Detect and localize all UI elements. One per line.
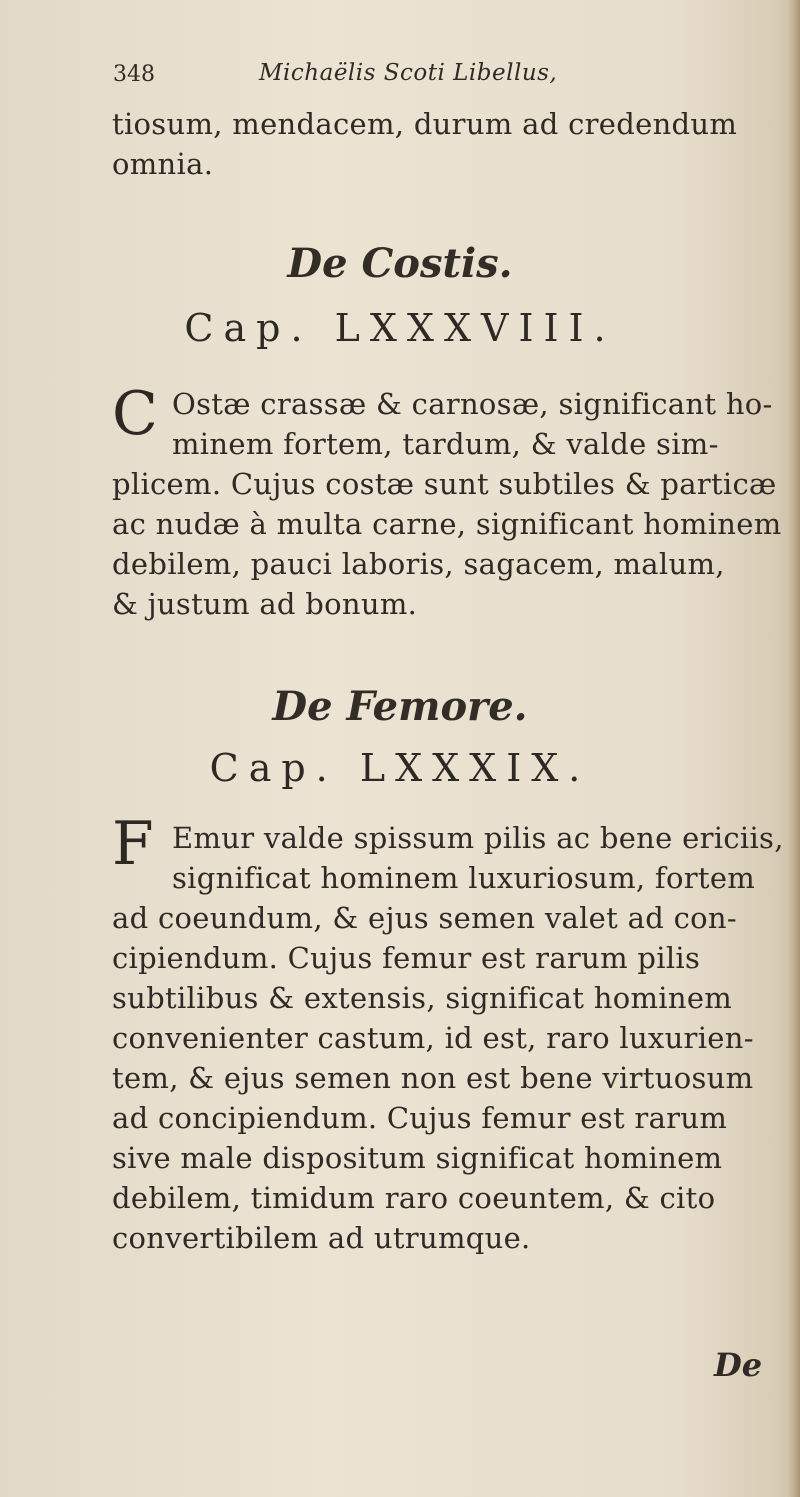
chapter-number: Cap. LXXXIX. xyxy=(209,746,591,790)
text-line: subtilibus & extensis, significat hominem xyxy=(112,981,733,1015)
text-line: tem, & ejus semen non est bene virtuosum xyxy=(112,1061,754,1095)
text-line: omnia. xyxy=(112,147,214,181)
page-header xyxy=(113,58,673,94)
section-heading: De Costis. xyxy=(287,240,513,287)
text-line: convertibilem ad utrumque. xyxy=(112,1221,531,1255)
text-line: ac nudæ à multa carne, significant hominem xyxy=(112,507,782,541)
text-line: Emur valde spissum pilis ac bene ericiis, xyxy=(172,821,784,855)
text-line: convenienter castum, id est, raro luxurien- xyxy=(112,1021,754,1055)
text-line: & justum ad bonum. xyxy=(112,587,418,621)
page-number: 348 xyxy=(113,62,155,87)
text-line: Ostæ crassæ & carnosæ, significant ho- xyxy=(172,387,773,421)
text-line: ad concipiendum. Cujus femur est rarum xyxy=(112,1101,728,1135)
drop-cap-initial: C xyxy=(112,379,158,449)
text-line: significat hominem luxuriosum, fortem xyxy=(172,861,756,895)
text-line: sive male dispositum significat hominem xyxy=(112,1141,723,1175)
running-title: Michaëlis Scoti Libellus, xyxy=(259,60,558,86)
text-line: minem fortem, tardum, & valde sim- xyxy=(172,427,719,461)
text-line: cipiendum. Cujus femur est rarum pilis xyxy=(112,941,701,975)
section-heading: De Femore. xyxy=(272,683,528,730)
text-line: plicem. Cujus costæ sunt subtiles & particæ xyxy=(112,467,777,501)
chapter-number: Cap. LXXXVIII. xyxy=(184,306,616,350)
text-line: ad coeundum, & ejus semen valet ad con- xyxy=(112,901,737,935)
text-line: tiosum, mendacem, durum ad credendum xyxy=(112,107,738,141)
text-line: debilem, timidum raro coeuntem, & cito xyxy=(112,1181,716,1215)
drop-cap-initial: F xyxy=(112,809,154,879)
catchword: De xyxy=(714,1346,763,1384)
text-line: debilem, pauci laboris, sagacem, malum, xyxy=(112,547,725,581)
